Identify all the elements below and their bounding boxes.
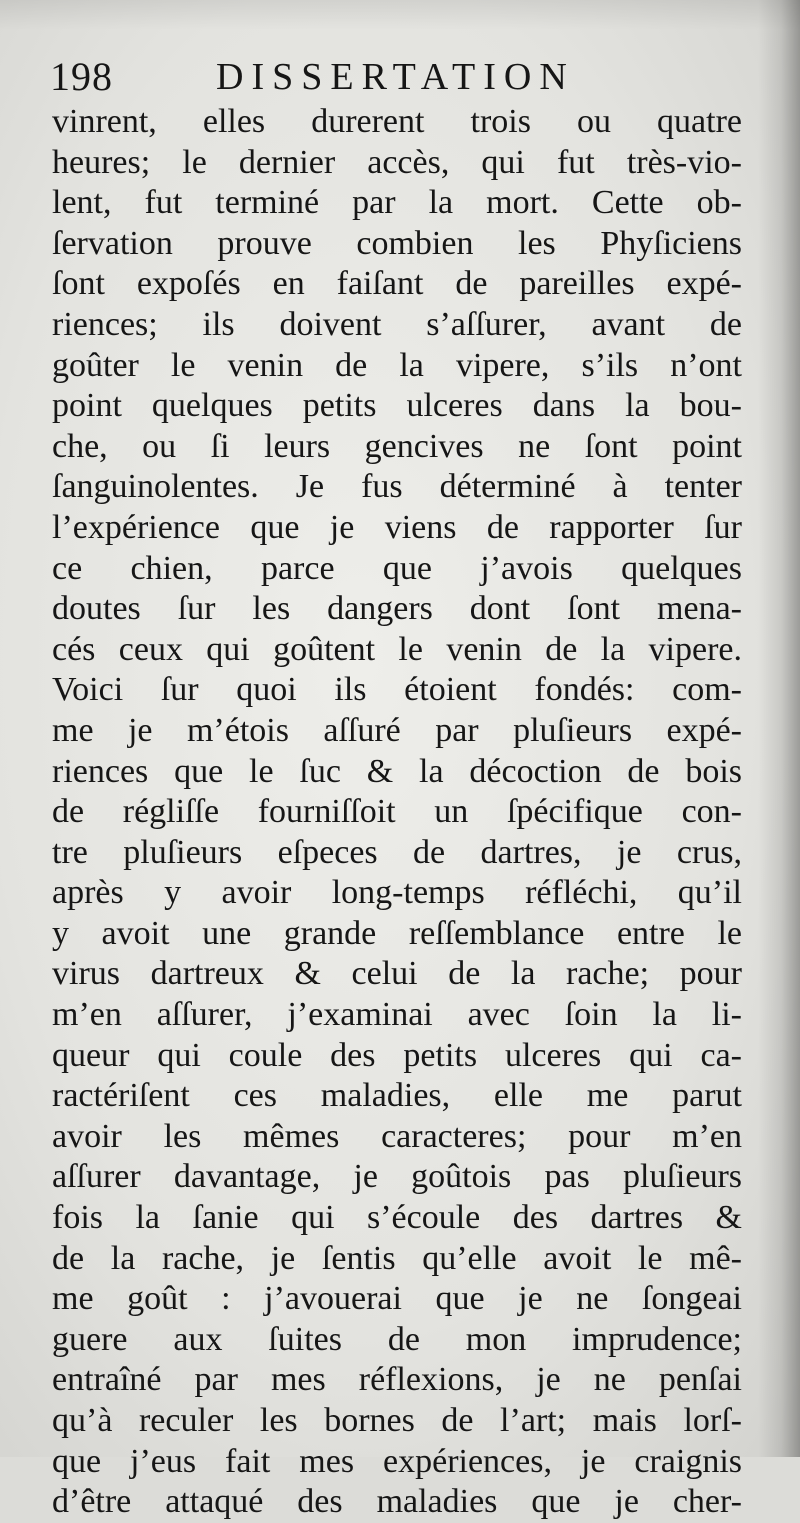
page-number: 198 [50,54,113,99]
binding-gutter-shadow [758,0,800,1457]
text-line: vinrent, elles durerent trois ou quatre [52,103,742,140]
text-line: ce chien, parce que j’avois quelques [52,549,742,587]
text-line: que j’eus fait mes expériences, je craignis [52,1442,742,1480]
body-text [52,102,742,1523]
text-line: entraîné par mes réflexions, je ne penſai [52,1361,742,1399]
text-line: heures; le dernier accès, qui fut très-vio- [52,143,742,181]
text-line: d’être attaqué des maladies que je cher- [52,1483,742,1521]
running-title: DISSERTATION [216,56,575,98]
text-line: goûter le venin de la vipere, s’ils n’ont [52,346,742,384]
text-line: tre pluſieurs eſpeces de dartres, je crus, [52,833,742,871]
text-line: qu’à reculer les bornes de l’art; mais lorſ- [52,1402,742,1439]
text-line: de la rache, je ſentis qu’elle avoit le mê- [52,1239,742,1277]
text-line: riences; ils doivent s’aſſurer, avant de [52,305,742,343]
text-line: Voici ſur quoi ils étoient fondés: com- [52,671,742,709]
page-top-shadow [0,0,800,30]
text-line: doutes ſur les dangers dont ſont mena- [52,590,742,628]
text-line: me goût : j’avouerai que je ne ſongeai [52,1280,742,1318]
text-line: ſanguinolentes. Je fus déterminé à tenter [52,468,742,506]
text-line: guere aux ſuites de mon imprudence; [52,1320,742,1358]
text-line: queur qui coule des petits ulceres qui ca- [52,1036,742,1074]
text-line: ractériſent ces maladies, elle me parut [52,1077,742,1115]
text-line: avoir les mêmes caracteres; pour m’en [52,1117,742,1155]
text-line: ſervation prouve combien les Phyſiciens [52,224,742,262]
text-line: cés ceux qui goûtent le venin de la vipere. [52,630,742,668]
text-line: y avoit une grande reſſemblance entre le [52,914,742,952]
text-line: point quelques petits ulceres dans la bou- [52,387,742,425]
text-line: lent, fut terminé par la mort. Cette ob- [52,184,742,222]
text-line: aſſurer davantage, je goûtois pas pluſieurs [52,1158,742,1196]
text-line: après y avoir long-temps réfléchi, qu’il [52,874,742,912]
text-line: riences que le ſuc & la décoction de bois [52,752,742,790]
page-header [50,52,750,102]
text-line: me je m’étois aſſuré par pluſieurs expé- [52,711,742,749]
text-line: che, ou ſi leurs gencives ne ſont point [52,427,742,465]
text-line: l’expérience que je viens de rapporter ſur [52,508,742,546]
text-line: m’en aſſurer, j’examinai avec ſoin la li- [52,996,742,1034]
text-line: de régliſſe fourniſſoit un ſpécifique con- [52,793,742,831]
text-line: ſont expoſés en faiſant de pareilles expé- [52,265,742,303]
text-line: fois la ſanie qui s’écoule des dartres & [52,1199,742,1237]
text-line: virus dartreux & celui de la rache; pour [52,955,742,993]
